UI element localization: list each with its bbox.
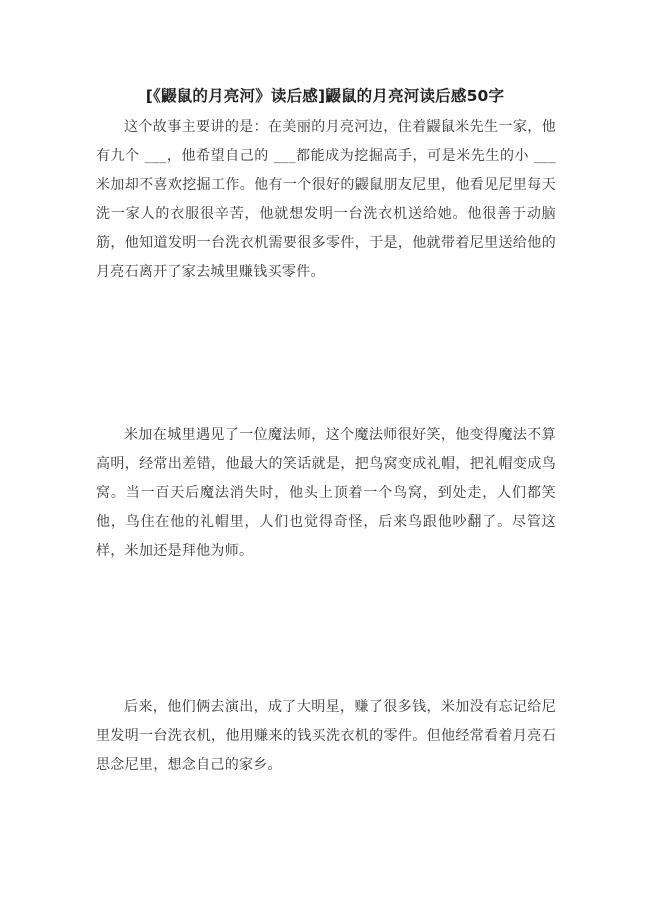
paragraph-3: 后来，他们俩去演出，成了大明星，赚了很多钱，米加没有忘记给尼里发明一台洗衣机，他用赚来的钱买洗衣机的零件。但他经常看着月亮石思念尼里，想念自己的家乡。 [96, 699, 556, 773]
paragraph-1: 这个故事主要讲的是：在美丽的月亮河边，住着鼹鼠米先生一家，他有九个 ___，他希望自己的 ___都能成为挖掘高手，可是米先生的小 ___米加却不喜欢挖掘工作。他有一个很好的鼹鼠朋友尼里，他看见尼里每天洗一家人的衣服很辛苦，他就想发明一台洗衣机送给她。他很善于动脑筋，他知道发明一台洗衣机需要很多零件，于是，他就带着尼里送给他的月亮石离开了家去城里赚钱买零件。 [96, 119, 556, 280]
document-title: [《鼹鼠的月亮河》读后感]鼹鼠的月亮河读后感50字 [145, 87, 505, 105]
paragraph-2: 米加在城里遇见了一位魔法师，这个魔法师很好笑，他变得魔法不算高明，经常出差错，他最大的笑话就是，把鸟窝变成礼帽，把礼帽变成鸟窝。当一百天后魔法消失时，他头上顶着一个鸟窝，到处走，人们都笑他，鸟住在他的礼帽里，人们也觉得奇怪，后来鸟跟他吵翻了。尽管这样，米加还是拜他为师。 [96, 427, 556, 559]
